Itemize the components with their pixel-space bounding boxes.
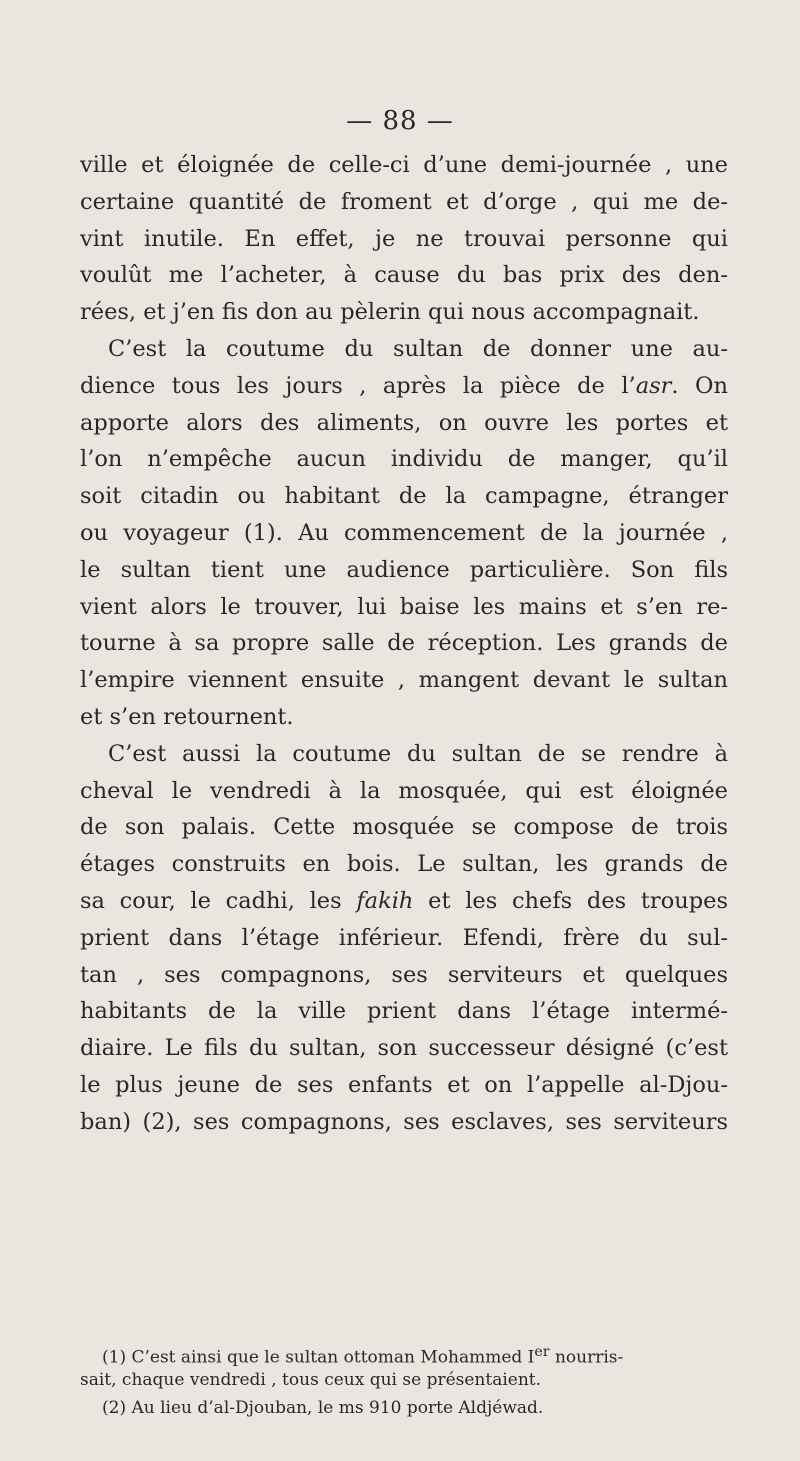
footnotes — [80, 1338, 728, 1422]
text-line: tourne à sa propre salle de réception. Les grands de — [80, 630, 728, 657]
text-line: ou voyageur (1). Au commencement de la journée , — [80, 519, 728, 546]
italic-term: asr — [635, 372, 672, 399]
text-line: dience tous les jours , après la pièce de l’asr. On — [80, 372, 728, 399]
main-text — [80, 147, 728, 1141]
text-line: sa cour, le cadhi, les fakih et les chefs des troupes — [80, 887, 728, 914]
text-line: soit citadin ou habitant de la campagne, étranger — [80, 483, 728, 510]
paragraph — [80, 147, 728, 331]
text-line: voulût me l’acheter, à cause du bas prix des den- — [80, 262, 728, 289]
text-line: apporte alors des aliments, on ouvre les portes et — [80, 409, 728, 436]
text-line: C’est la coutume du sultan de donner une au- — [108, 335, 728, 362]
text-line: C’est aussi la coutume du sultan de se rendre à — [108, 740, 728, 767]
text-line: l’empire viennent ensuite , mangent devant le sultan — [80, 667, 728, 694]
text-line: et s’en retournent. — [80, 703, 294, 730]
text-line: cheval le vendredi à la mosquée, qui est éloignée — [80, 777, 728, 804]
italic-term: fakih — [356, 887, 414, 914]
footnote-1-continuation: sait, chaque vendredi , tous ceux qui se présentaient. — [80, 1370, 542, 1390]
text-line: tan , ses compagnons, ses serviteurs et quelques — [80, 961, 728, 988]
page-number: — 88 — — [346, 106, 454, 136]
text-line: le sultan tient une audience particulière. Son fils — [80, 556, 728, 583]
footnote-1: (1) C’est ainsi que le sultan ottoman Mohammed Ier nourris- — [102, 1344, 624, 1366]
text-line: de son palais. Cette mosquée se compose de trois — [80, 814, 728, 841]
text-line: ville et éloignée de celle-ci d’une demi-journée , une — [80, 152, 728, 178]
text-line: vient alors le trouver, lui baise les mains et s’en re- — [80, 593, 728, 620]
text-line: ban) (2), ses compagnons, ses esclaves, ses serviteurs — [80, 1108, 728, 1135]
text-line: prient dans l’étage inférieur. Efendi, frère du sul- — [80, 924, 728, 951]
paragraph — [80, 736, 728, 1141]
text-line: certaine quantité de froment et d’orge , qui me de- — [80, 188, 728, 215]
text-line: diaire. Le fils du sultan, son successeur désigné (c’est — [80, 1035, 728, 1062]
text-line: le plus jeune de ses enfants et on l’appelle al-Djou- — [80, 1071, 728, 1098]
text-line: l’on n’empêche aucun individu de manger, qu’il — [80, 446, 728, 473]
text-line: vint inutile. En effet, je ne trouvai personne qui — [80, 225, 728, 252]
text-line: habitants de la ville prient dans l’étage intermé- — [80, 998, 728, 1025]
text-line: rées, et j’en fis don au pèlerin qui nous accompagnait. — [80, 299, 700, 326]
paragraph — [80, 331, 728, 736]
footnote-2: (2) Au lieu d’al-Djouban, le ms 910 porte Aldjéwad. — [102, 1398, 544, 1418]
text-line: étages construits en bois. Le sultan, les grands de — [80, 851, 728, 878]
